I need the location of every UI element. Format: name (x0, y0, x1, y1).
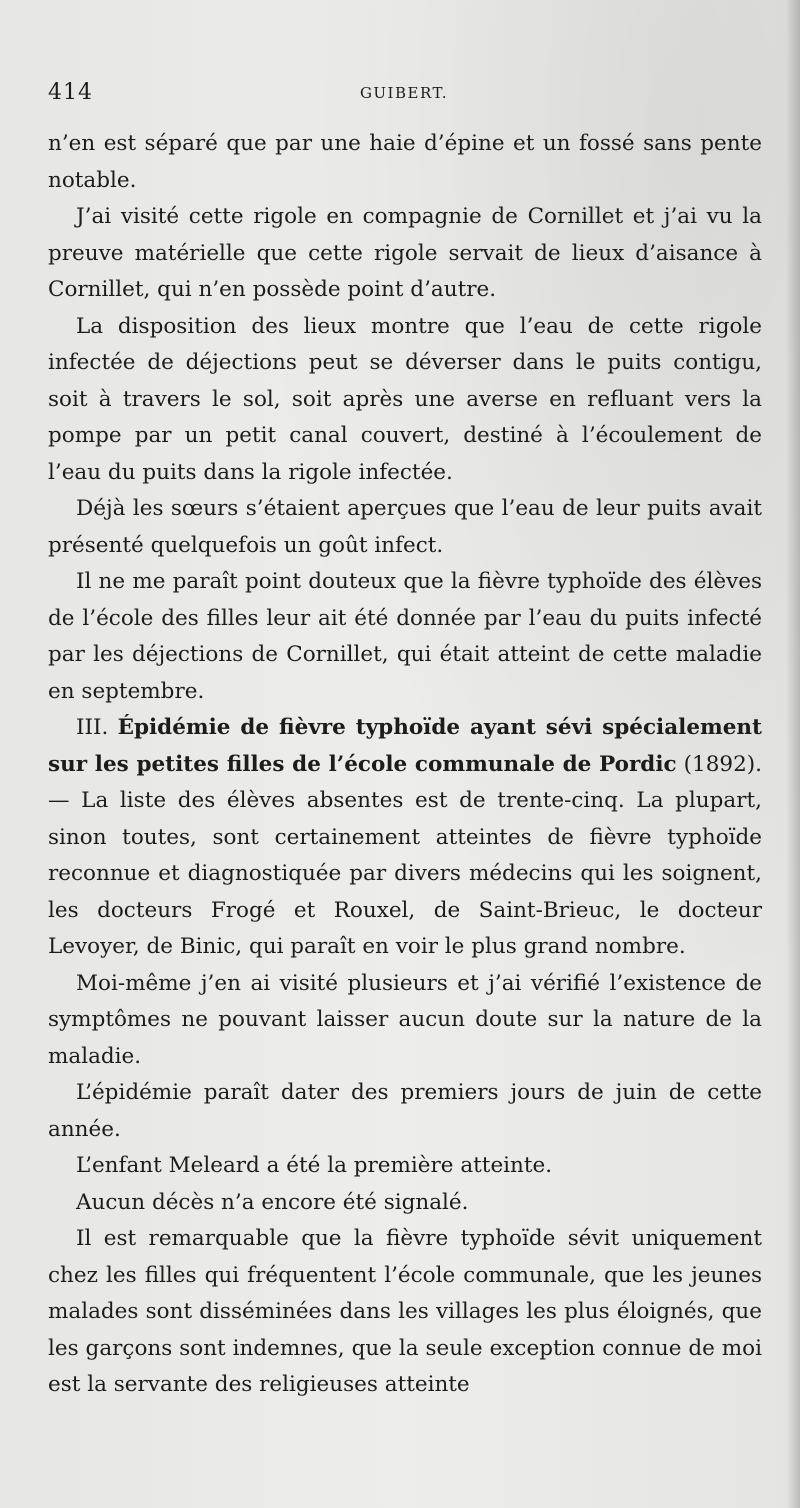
section-paragraph (48, 710, 762, 966)
page-number: 414 (48, 80, 93, 105)
page-edge-shadow (786, 0, 800, 1508)
paragraph: Déjà les sœurs s’étaient aperçues que l’eau de leur puits avait présenté quelquefois un goût infect. (48, 496, 762, 558)
running-head: GUIBERT. (359, 84, 449, 102)
section-heading: Épidémie de fièvre typhoïde ayant sévi spécialement sur les petites filles de l’école communale de Pordic (48, 715, 762, 777)
paragraph: Il est remarquable que la fièvre typhoïde sévit uniquement chez les filles qui fréquentent l’école communale, que les jeunes malades sont disséminées dans les villages les plus éloignés, que les garçons sont indemnes, que la seule exception connue de moi est la servante des religieuses atteinte (48, 1226, 762, 1397)
paragraph: Il ne me paraît point douteux que la fièvre typhoïde des élèves de l’école des filles leur ait été donnée par l’eau du puits infecté par les déjections de Cornillet, qui était atteint de cette maladie en septembre. (48, 569, 762, 704)
body-text (48, 126, 762, 1404)
page-header (48, 80, 760, 114)
paragraph: L’épidémie paraît dater des premiers jours de juin de cette année. (48, 1080, 762, 1142)
section-text: (1892). — La liste des élèves absentes est de trente-cinq. La plupart, sinon toutes, sont certainement atteintes de fièvre typhoïde reconnue et diagnostiquée par divers médecins qui les soignent, les docteurs Frogé et Rouxel, de Saint-Brieuc, le docteur Levoyer, de Binic, qui paraît en voir le plus grand nombre. (48, 751, 762, 959)
paragraph: Moi-même j’en ai visité plusieurs et j’ai vérifié l’existence de symptômes ne pouvant laisser aucun doute sur la nature de la maladie. (48, 970, 762, 1069)
paragraph: L’enfant Meleard a été la première atteinte. (76, 1153, 553, 1178)
paragraph: Aucun décès n’a encore été signalé. (76, 1189, 469, 1215)
paragraph: n’en est séparé que par une haie d’épine et un fossé sans pente notable. (48, 131, 762, 193)
section-number: III. (76, 715, 109, 740)
paragraph: J’ai visité cette rigole en compagnie de Cornillet et j’ai vu la preuve matérielle que cette rigole servait de lieux d’aisance à Cornillet, qui n’en possède point d’autre. (48, 204, 762, 302)
paragraph: La disposition des lieux montre que l’eau de cette rigole infectée de déjections peut se déverser dans le puits contigu, soit à travers le sol, soit après une averse en refluant vers la pompe par un petit canal couvert, destiné à l’écoulement de l’eau du puits dans la rigole infectée. (48, 313, 762, 485)
